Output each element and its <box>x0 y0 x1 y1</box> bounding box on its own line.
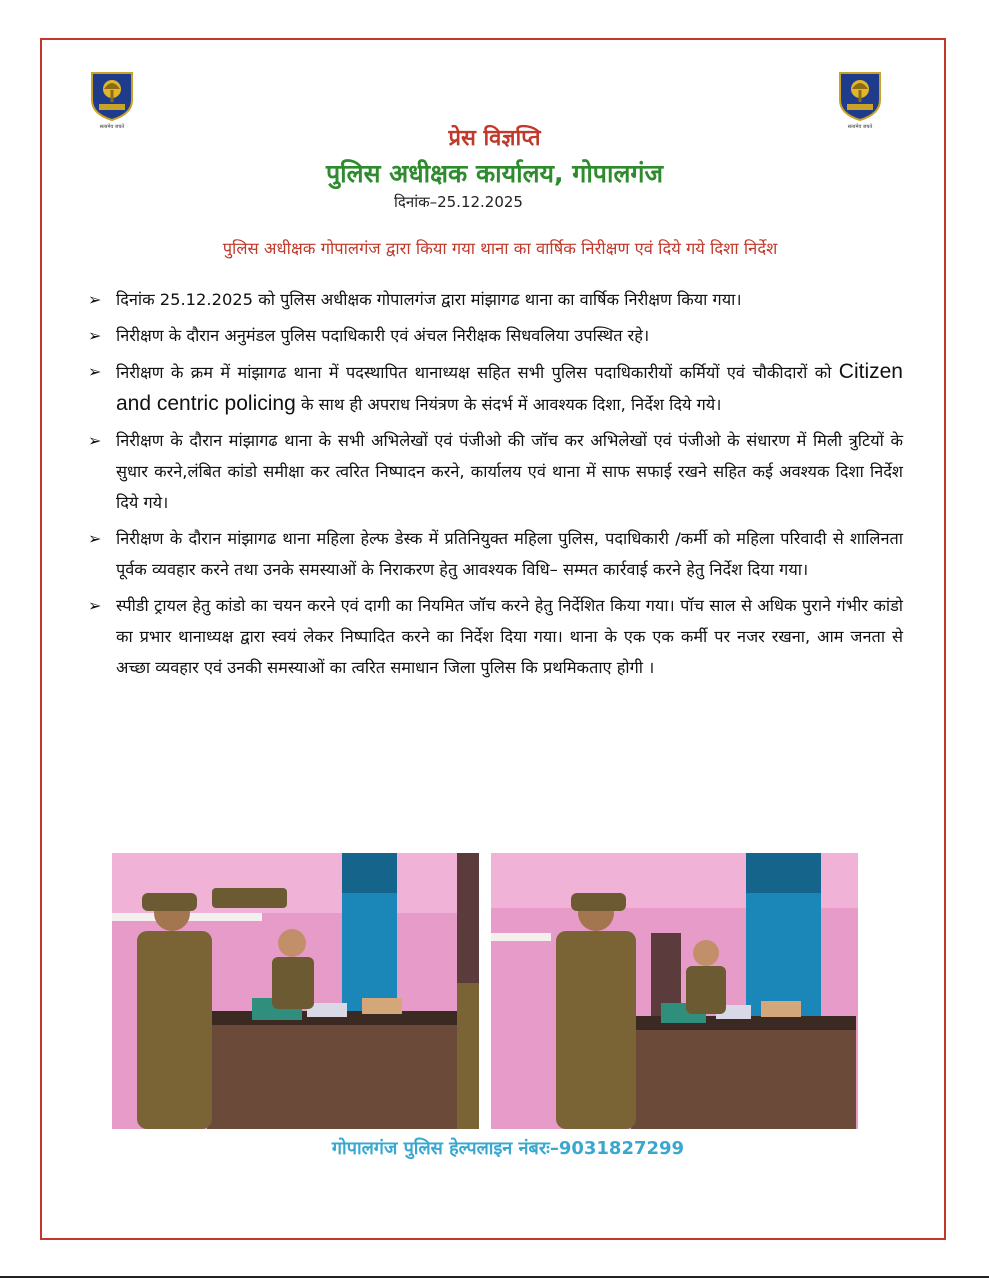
citizen-policing-phrase: Citizen and centric policing <box>116 360 903 415</box>
list-item-text: निरीक्षण के क्रम में मांझागढ थाना में पदस्थापित थानाध्यक्ष सहित सभी पुलिस पदाधिकारीयों कर्मियों एवं चौकीदारों को <box>116 363 839 382</box>
inspection-photo-1 <box>112 853 479 1129</box>
release-subject: पुलिस अधीक्षक गोपालगंज द्वारा किया गया थाना का वार्षिक निरीक्षण एवं दिये गये दिशा निर्देश <box>222 239 778 258</box>
list-item <box>88 284 903 315</box>
office-name: पुलिस अधीक्षक कार्यालय, गोपालगंज <box>325 159 664 188</box>
list-item-text: स्पीडी ट्रायल हेतु कांडो का चयन करने एवं दागी का नियमित जॉच करने हेतु निर्देशित किया गया। पॉच साल से अधिक पुराने गंभीर कांडो का प्रभार थानाध्यक्ष द्वारा स्वयं लेकर निष्पादित करने का निर्देश दिया गया। थाना के एक एक कर्मी पर नजर रखना, आम जनता से अच्छा व्यवहार एवं उनकी समस्याओं का त्वरित समाधान जिला पुलिस कि प्रथमिकताए होगी । <box>116 596 903 677</box>
list-item-text: निरीक्षण के दौरान मांझागढ थाना महिला हेल्फ डेस्क में प्रतिनियुक्त महिला पुलिस, पदाधिकारी /कर्मी को महिला परिवादी से शालिनता पूर्वक व्यवहार करने तथा उनके समस्याओं के निराकरण हेतु आवश्यक विधि– सम्मत कार्रवाई करने हेतु निर्देश दिया गया। <box>116 529 903 579</box>
list-item-text: के साथ ही अपराध नियंत्रण के संदर्भ में आवश्यक दिशा, निर्देश दिये गये। <box>295 395 722 414</box>
list-item <box>88 523 903 585</box>
list-item-text: निरीक्षण के दौरान अनुमंडल पुलिस पदाधिकारी एवं अंचल निरीक्षक सिधवलिया उपस्थित रहे। <box>116 326 650 345</box>
logo-tagline: सत्यमेव जयते <box>847 124 873 130</box>
arrow-bullet-icon: ➢ <box>88 290 102 309</box>
arrow-bullet-icon: ➢ <box>88 431 102 450</box>
instruction-list <box>88 284 903 688</box>
list-item <box>88 590 903 683</box>
arrow-bullet-icon: ➢ <box>88 529 102 548</box>
arrow-bullet-icon: ➢ <box>88 326 102 345</box>
list-item <box>88 320 903 351</box>
bottom-divider <box>0 1276 989 1278</box>
list-item-text: निरीक्षण के दौरान मांझागढ थाना के सभी अभिलेखों एवं पंजीओ की जॉच कर अभिलेखों एवं पंजीओ के संधारण में मिली त्रुटियों के सुधार करने,लंबित कांडो समीक्षा कर त्वरित निष्पादन करने, कार्यालय एवं थाना में साफ सफाई रखने सहित कई अवश्यक दिशा निर्देश दिये गये। <box>116 431 903 512</box>
press-release-title: प्रेस विज्ञप्ति <box>448 126 541 151</box>
arrow-bullet-icon: ➢ <box>88 362 102 381</box>
list-item <box>88 356 903 420</box>
logo-tagline: सत्यमेव जयते <box>99 124 125 130</box>
police-emblem-icon <box>837 70 883 122</box>
list-item <box>88 425 903 518</box>
inspection-photo-2 <box>491 853 858 1129</box>
police-emblem-icon <box>89 70 135 122</box>
release-date: दिनांक–25.12.2025 <box>394 193 523 211</box>
list-item-text: दिनांक 25.12.2025 को पुलिस अधीक्षक गोपालगंज द्वारा मांझागढ थाना का वार्षिक निरीक्षण किया गया। <box>116 290 742 309</box>
helpline-number: गोपालगंज पुलिस हेल्पलाइन नंबरः–9031827299 <box>331 1138 685 1159</box>
arrow-bullet-icon: ➢ <box>88 596 102 615</box>
